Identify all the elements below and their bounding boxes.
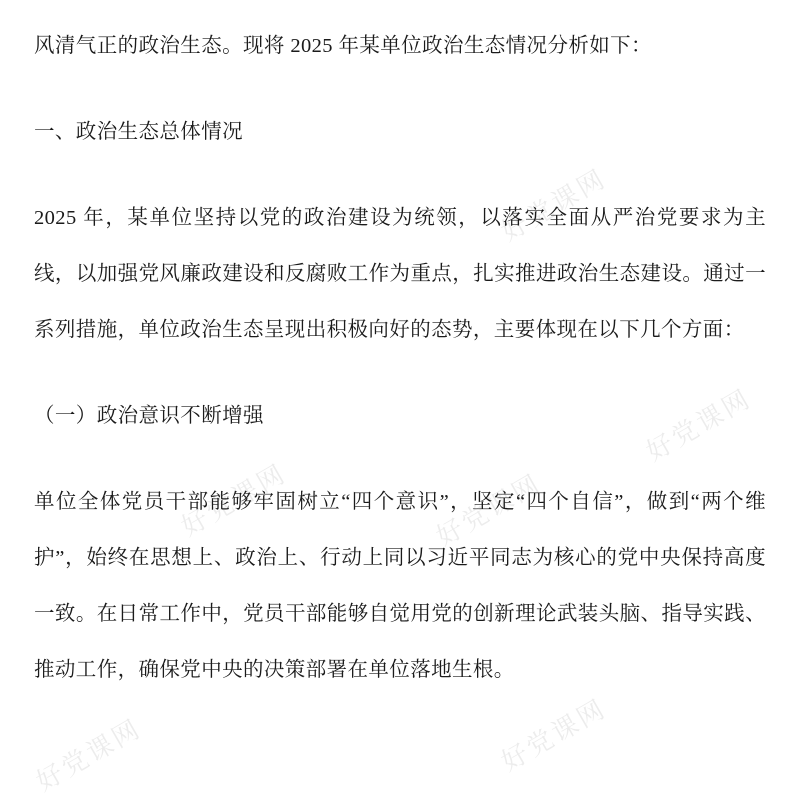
watermark-text: 好党课网 [496, 693, 612, 777]
paragraph-continuation: 风清气正的政治生态。现将 2025 年某单位政治生态情况分析如下： [34, 35, 652, 57]
watermark-text: 好党课网 [641, 383, 757, 467]
watermark-text: 好党课网 [176, 458, 292, 542]
subsection-heading: （一）政治意识不断增强 [34, 405, 264, 427]
watermark-text: 好党课网 [31, 713, 147, 797]
paragraph-overview: 2025 年，某单位坚持以党的政治建设为统领，以落实全面从严治党要求为主线，以加强党风廉政建设和反腐败工作为重点，扎实推进政治生态建设。通过一系列措施，单位政治生态呈现出积极向好的态势，主要体现在以下几个方面： [34, 207, 766, 341]
document-text-body [34, 18, 766, 698]
watermark-text: 好党课网 [431, 468, 547, 552]
watermark-text: 好党课网 [496, 163, 612, 247]
section-heading: 一、政治生态总体情况 [34, 121, 243, 143]
paragraph-political-awareness: 单位全体党员干部能够牢固树立“四个意识”，坚定“四个自信”，做到“两个维护”，始终在思想上、政治上、行动上同以习近平同志为核心的党中央保持高度一致。在日常工作中，党员干部能够自觉用党的创新理论武装头脑、指导实践、推动工作，确保党中央的决策部署在单位落地生根。 [34, 491, 766, 681]
